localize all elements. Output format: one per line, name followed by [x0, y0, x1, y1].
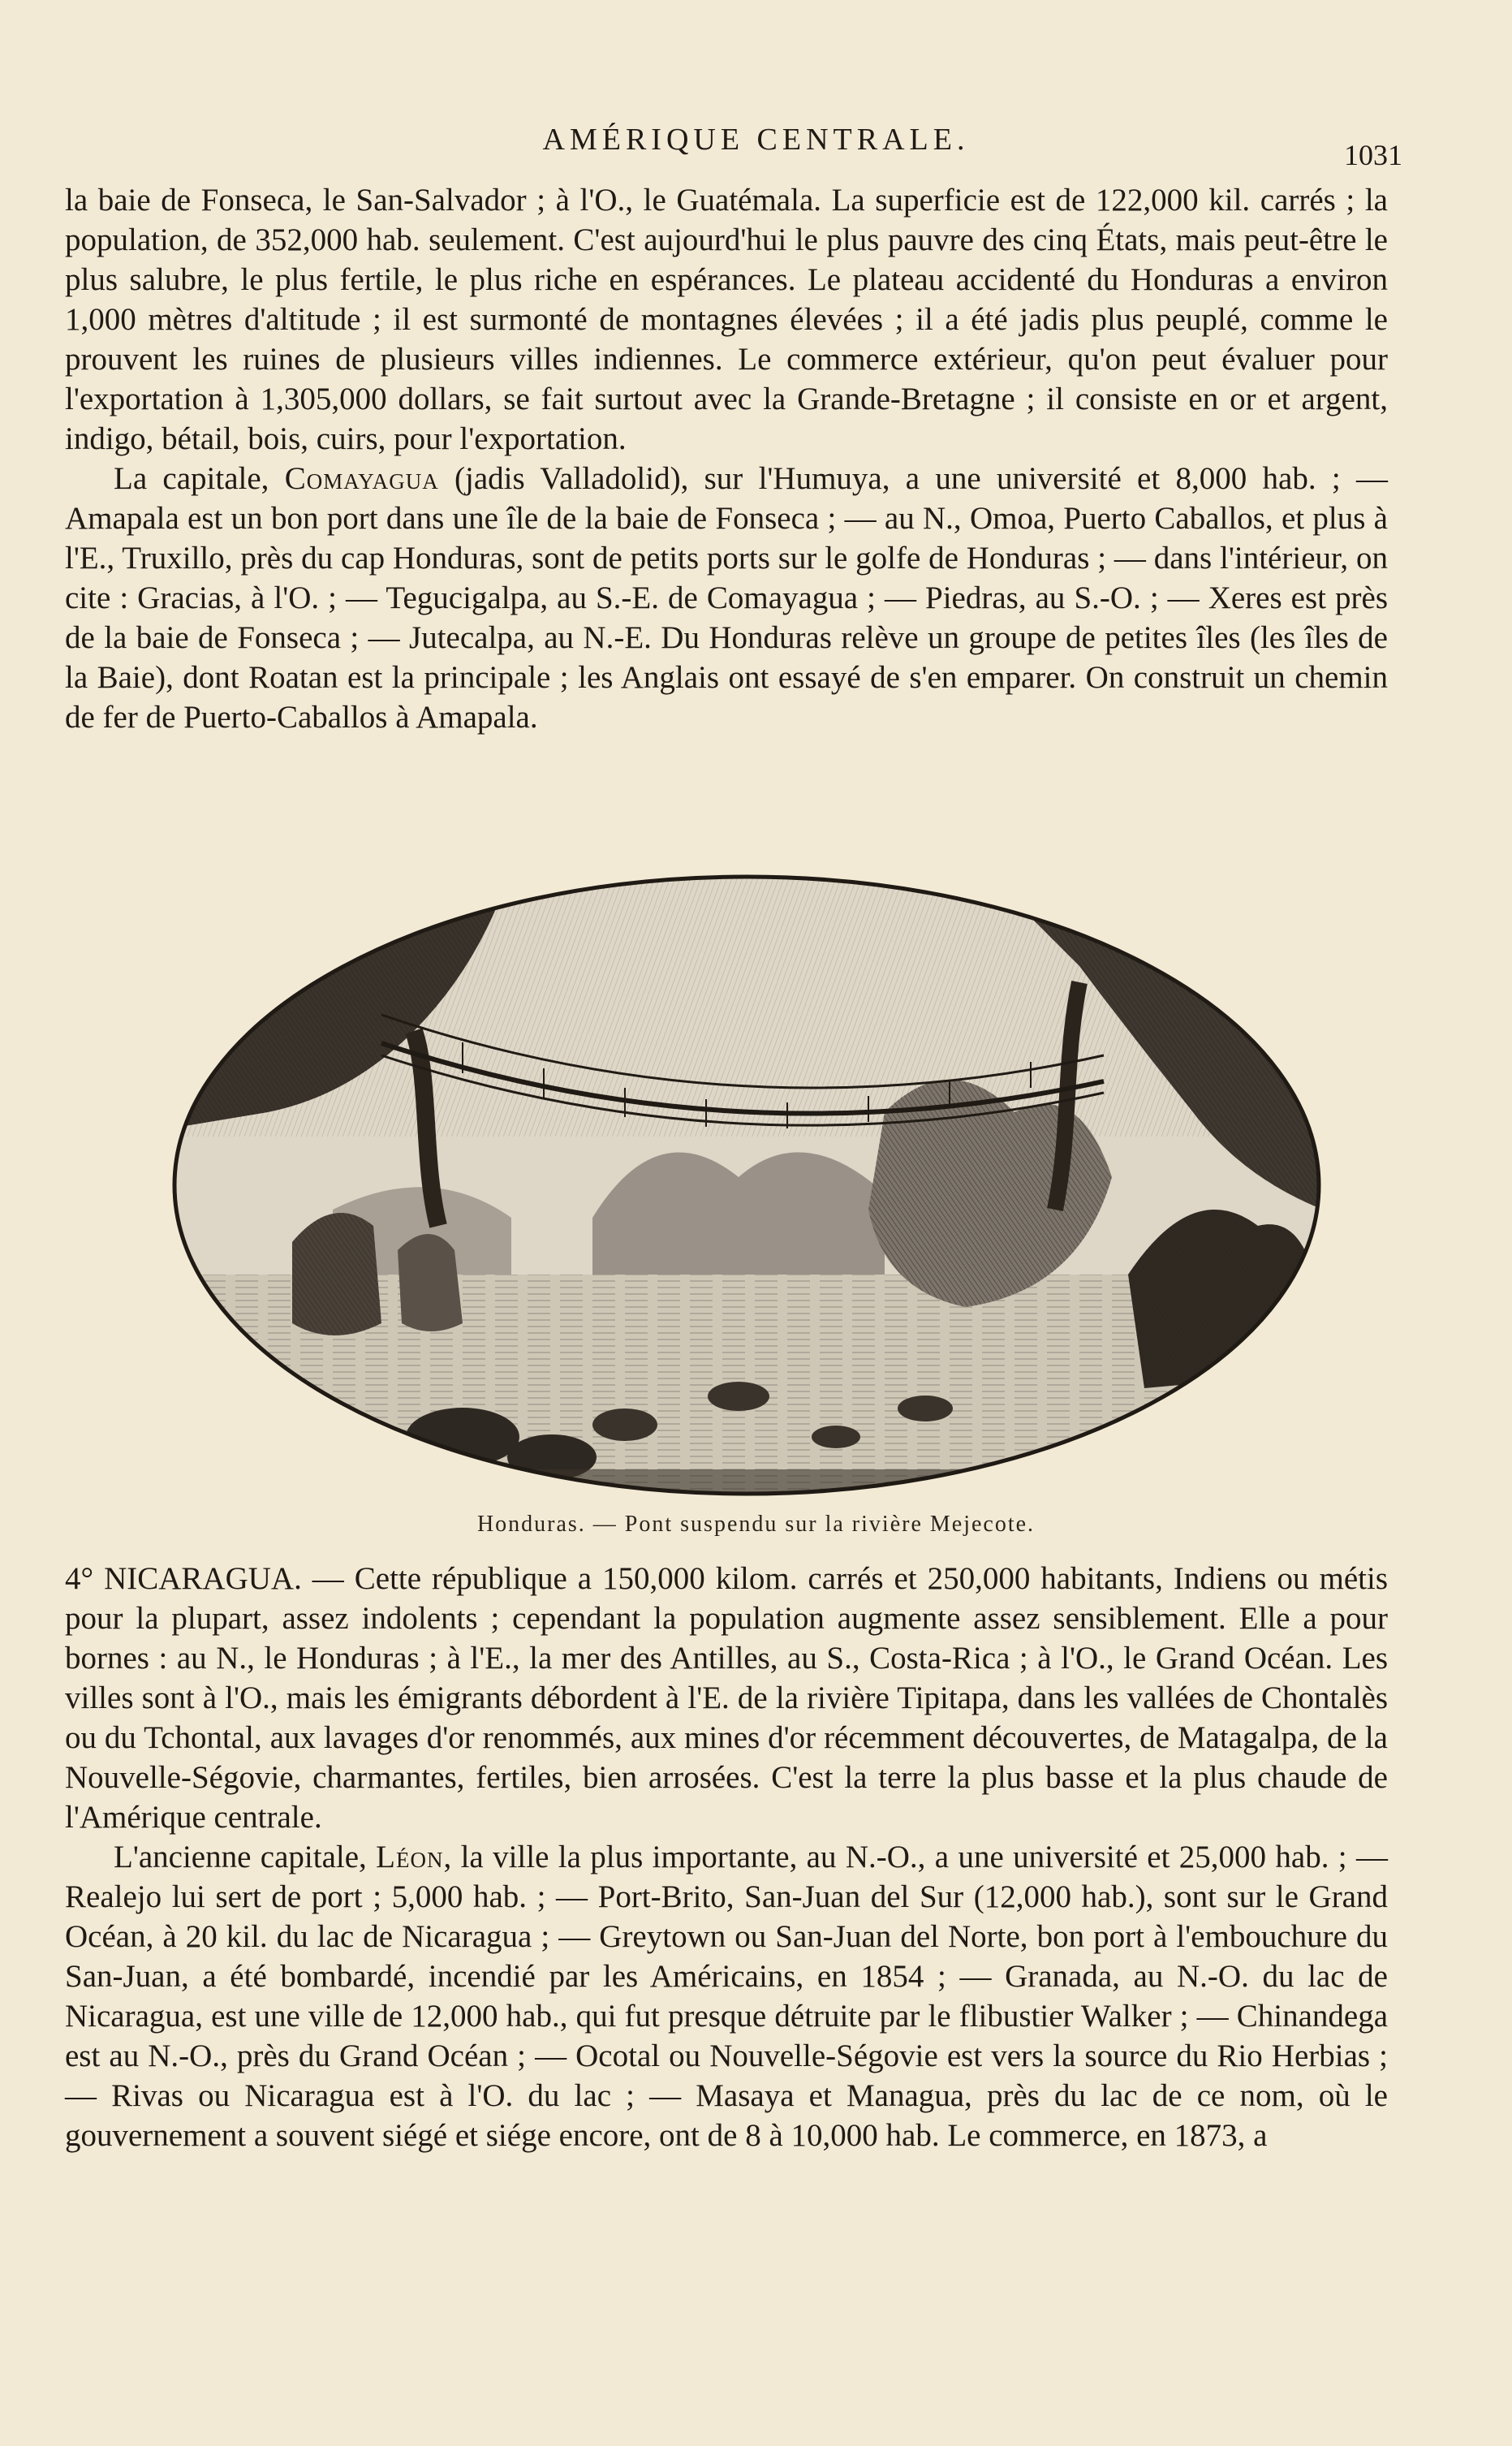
page-header [0, 122, 1512, 170]
text-run: (jadis Valladolid), sur l'Humuya, a une université et 8,000 hab. ; — Amapala est un bon port dans une île de la baie de Fonseca ; — au N., Omoa, Puerto Caballos, et plus à l'E., Truxillo, près du cap Honduras, sont de petits ports sur le golfe de Honduras ; — dans l'intérieur, on cite : Gracias, à l'O. ; — Tegucigalpa, au S.-E. de Comayagua ; — Piedras, au S.-O. ; — Xeres est près de la baie de Fonseca ; — Jutecalpa, au N.-E. Du Honduras relève un groupe de petites îles (les îles de la Baie), dont Roatan est la principale ; les Anglais ont essayé de s'en emparer. On construit un chemin de fer de Puerto-Caballos à Amapala. [65, 461, 1388, 735]
text-run: — Cette république a 150,000 kilom. carrés et 250,000 habitants, Indiens ou métis pour la plupart, assez indolents ; cependant la population augmente assez sensiblement. Elle a pour bornes : au N., le Honduras ; à l'E., la mer des Antilles, au S., Costa-Rica ; à l'O., le Grand Océan. Les villes sont à l'O., mais les émigrants débordent à l'E. de la rivière Tipitapa, dans les vallées de Chontalès ou du Tchontal, aux lavages d'or renommés, aux mines d'or récemment découvertes, de Matagalpa, de la Nouvelle-Ségovie, charmantes, fertiles, bien arrosées. C'est la terre la plus basse et la plus chaude de l'Amérique centrale. [65, 1561, 1389, 1835]
figure-caption: Honduras. — Pont suspendu sur la rivière Mejecote. [476, 1512, 1036, 1537]
text-run: La capitale, [114, 461, 285, 496]
running-head: AMÉRIQUE CENTRALE. [542, 123, 970, 157]
nicaragua-section [65, 1559, 1388, 2155]
section-number: 4° [65, 1561, 94, 1596]
engraving-illustration [170, 869, 1323, 1502]
capital-name: Comayagua [284, 461, 439, 496]
text-run: L'ancienne capitale, [114, 1840, 377, 1874]
text-run: , la ville la plus importante, au N.-O., a une université et 25,000 hab. ; — Realejo lui sert de port ; 5,000 hab. ; — Port-Brito, San-Juan del Sur (12,000 hab.), sont sur le Grand Océan, à 20 kil. du lac de Nicaragua ; — Greytown ou San-Juan del Norte, bon port à l'embouchure du San-Juan, a été bombardé, incendié par les Américains, en 1854 ; — Granada, au N.-O. du lac de Nicaragua, est une ville de 12,000 hab., qui fut presque détruite par le flibustier Walker ; — Chinandega est au N.-O., près du Grand Océan ; — Ocotal ou Nouvelle-Ségovie est vers la source du Rio Herbias ; — Rivas ou Nicaragua est à l'O. du lac ; — Masaya et Managua, près du lac de ce nom, où le gouvernement a souvent siégé et siége encore, ont de 8 à 10,000 hab. Le commerce, en 1873, a [65, 1840, 1388, 2153]
paragraph-nicaragua-overview [65, 1559, 1388, 1837]
suspension-bridge-engraving [170, 869, 1323, 1502]
paragraph-honduras-overview: la baie de Fonseca, le San-Salvador ; à l'O., le Guatémala. La superficie est de 122,000 kil. carrés ; la population, de 352,000 hab. seulement. C'est aujourd'hui le plus pauvre des cinq États, mais peut-être le plus salubre, le plus fertile, le plus riche en espérances. Le plateau accidenté du Honduras a environ 1,000 mètres d'altitude ; il est surmonté de montagnes élevées ; il a été jadis plus peuplé, comme le prouvent les ruines de plusieurs villes indiennes. Le commerce extérieur, qu'on peut évaluer pour l'exportation à 1,305,000 dollars, se fait surtout avec la Grande-Bretagne ; il consiste en or et argent, indigo, bétail, bois, cuirs, pour l'exportation. [65, 183, 1388, 456]
paragraph-honduras-cities [65, 459, 1388, 737]
capital-name: Léon [376, 1840, 444, 1874]
section-title: NICARAGUA. [104, 1561, 302, 1596]
honduras-section [65, 180, 1388, 737]
paragraph-nicaragua-cities [65, 1837, 1388, 2155]
page-number: 1031 [1344, 139, 1402, 171]
